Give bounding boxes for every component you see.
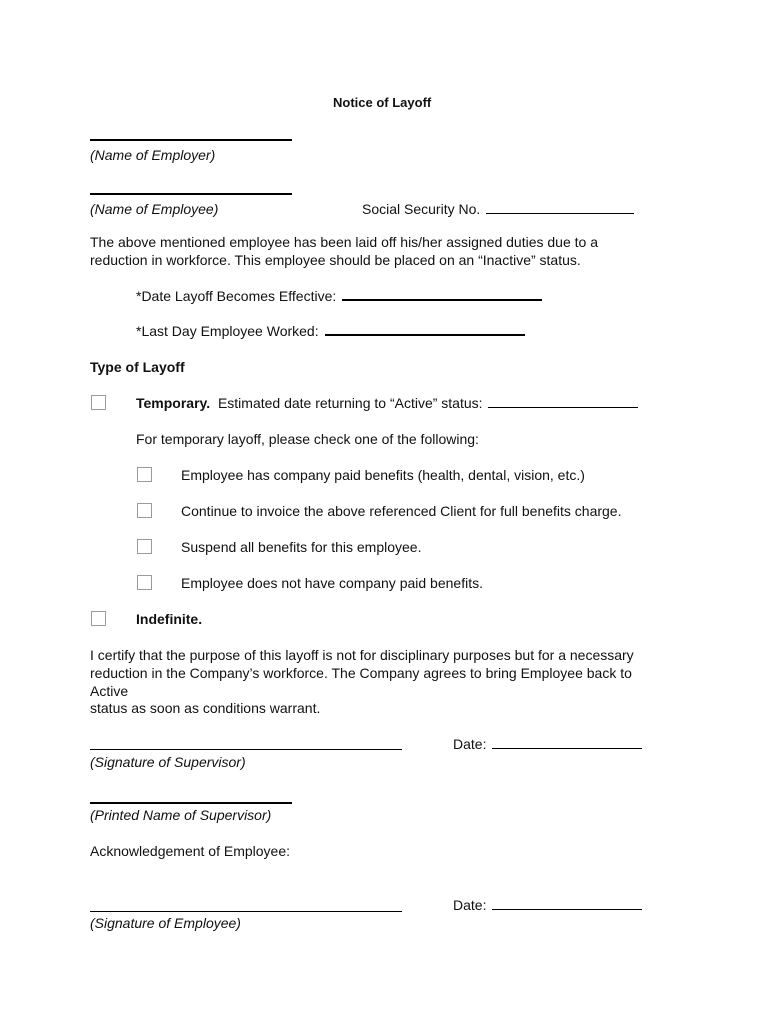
supervisor-signature-caption: (Signature of Supervisor) <box>90 754 246 770</box>
type-of-layoff-heading: Type of Layoff <box>90 359 185 375</box>
employee-signature-line[interactable] <box>90 911 402 912</box>
employee-date-field <box>453 896 642 914</box>
option-label-suspend: Suspend all benefits for this employee. <box>181 539 422 555</box>
certify-line-1: I certify that the purpose of this layoff is not for disciplinary purposes but for a necessary <box>90 647 634 663</box>
option-checkbox-benefits[interactable] <box>137 467 152 482</box>
date-effective-blank[interactable] <box>342 287 542 301</box>
ssn-field <box>362 200 634 218</box>
employer-caption: (Name of Employer) <box>90 147 216 163</box>
supervisor-date-field <box>453 735 642 753</box>
employee-date-blank[interactable] <box>492 897 642 910</box>
temporary-text: Estimated date returning to “Active” status: <box>217 395 483 411</box>
certify-line-3: Active <box>90 683 129 699</box>
temporary-instruction: For temporary layoff, please check one of the following: <box>136 431 479 447</box>
last-day-label: *Last Day Employee Worked: <box>136 323 319 339</box>
employer-name-line[interactable] <box>90 139 292 141</box>
supervisor-printed-caption: (Printed Name of Supervisor) <box>90 807 272 823</box>
date-effective-label: *Date Layoff Becomes Effective: <box>136 288 337 304</box>
indefinite-label: Indefinite. <box>136 611 203 627</box>
certify-line-2: reduction in the Company’s workforce. The Company agrees to bring Employee back to <box>90 665 632 681</box>
ssn-blank[interactable] <box>486 201 634 214</box>
temporary-checkbox[interactable] <box>91 395 106 410</box>
date-effective-field <box>136 287 542 305</box>
option-label-no-benefits: Employee does not have company paid benefits. <box>181 575 483 591</box>
acknowledgement-heading: Acknowledgement of Employee: <box>90 843 290 859</box>
option-label-invoice: Continue to invoice the above referenced Client for full benefits charge. <box>181 503 622 519</box>
option-label-benefits: Employee has company paid benefits (health, dental, vision, etc.) <box>181 467 585 483</box>
temporary-row <box>136 394 638 412</box>
employee-caption: (Name of Employee) <box>90 201 219 217</box>
ssn-label: Social Security No. <box>362 201 481 217</box>
employee-signature-caption: (Signature of Employee) <box>90 915 241 931</box>
employee-name-line[interactable] <box>90 193 292 195</box>
supervisor-date-blank[interactable] <box>492 736 642 749</box>
last-day-blank[interactable] <box>325 322 525 336</box>
return-date-blank[interactable] <box>488 395 638 408</box>
option-checkbox-invoice[interactable] <box>137 503 152 518</box>
employee-date-label: Date: <box>453 897 487 913</box>
page-title: Notice of Layoff <box>333 95 432 110</box>
temporary-label: Temporary. <box>136 395 211 411</box>
indefinite-checkbox[interactable] <box>91 611 106 626</box>
last-day-field <box>136 322 525 340</box>
supervisor-signature-line[interactable] <box>90 749 402 750</box>
supervisor-printed-name-line[interactable] <box>90 802 292 804</box>
option-checkbox-suspend[interactable] <box>137 539 152 554</box>
intro-line-1: The above mentioned employee has been laid off his/her assigned duties due to a <box>90 234 598 250</box>
supervisor-date-label: Date: <box>453 736 487 752</box>
intro-line-2: reduction in workforce. This employee should be placed on an “Inactive” status. <box>90 252 581 268</box>
option-checkbox-no-benefits[interactable] <box>137 575 152 590</box>
certify-line-4: status as soon as conditions warrant. <box>90 700 321 716</box>
